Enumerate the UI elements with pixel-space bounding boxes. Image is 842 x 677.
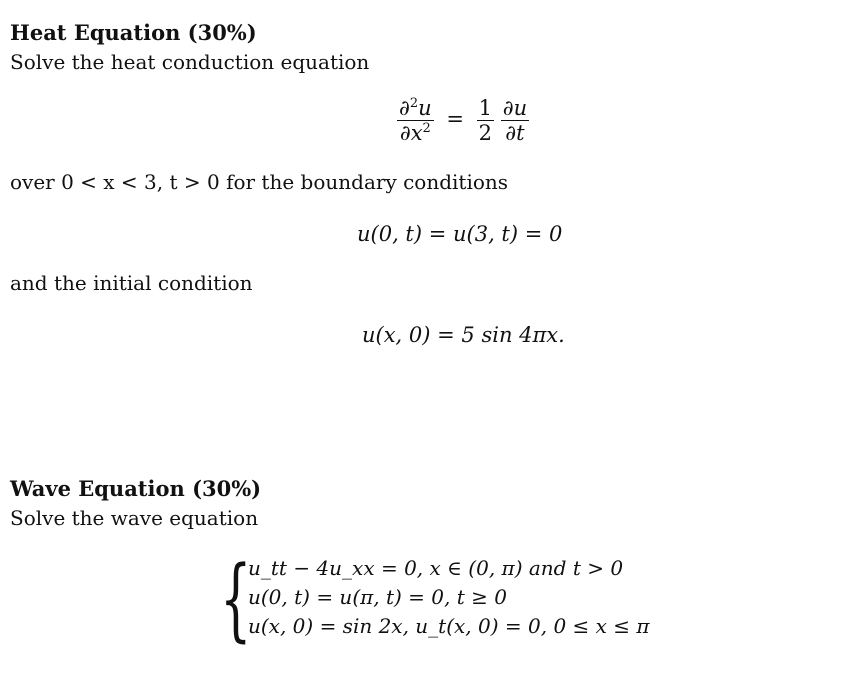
heat-title: Heat Equation (30%) xyxy=(10,20,257,45)
heat-boundary-conditions: u(0, t) = u(3, t) = 0 xyxy=(357,222,563,246)
wave-system-line-3: u(x, 0) = sin 2x, u_t(x, 0) = 0, 0 ≤ x ≤ π xyxy=(248,614,650,638)
heat-pde: $\frac{\partial^2u}{\partial x^2}$ = $\frac{1}{2}$ $\frac{\partial u}{\partial t}$ xyxy=(399,96,528,146)
heat-initial-condition: u(x, 0) = 5 sin 4πx. xyxy=(362,323,565,347)
du-dt-fraction: $\frac{\partial u}{\partial t}$ xyxy=(502,96,528,146)
wave-title: Wave Equation (30%) xyxy=(10,476,262,501)
wave-intro: Solve the wave equation xyxy=(10,506,259,530)
d2u-dx2-fraction: $\frac{\partial^2u}{\partial x^2}$ xyxy=(399,96,432,146)
heat-bc-intro: over 0 < x < 3, t > 0 for the boundary conditions xyxy=(10,170,509,194)
heat-intro: Solve the heat conduction equation xyxy=(10,50,370,74)
half-fraction: $\frac{1}{2}$ xyxy=(478,96,493,146)
wave-system-line-2: u(0, t) = u(π, t) = 0, t ≥ 0 xyxy=(248,585,507,609)
heat-ic-intro: and the initial condition xyxy=(10,271,253,295)
system-brace: { xyxy=(220,547,252,652)
wave-system-line-1: u_tt − 4u_xx = 0, x ∈ (0, π) and t > 0 xyxy=(248,556,624,580)
